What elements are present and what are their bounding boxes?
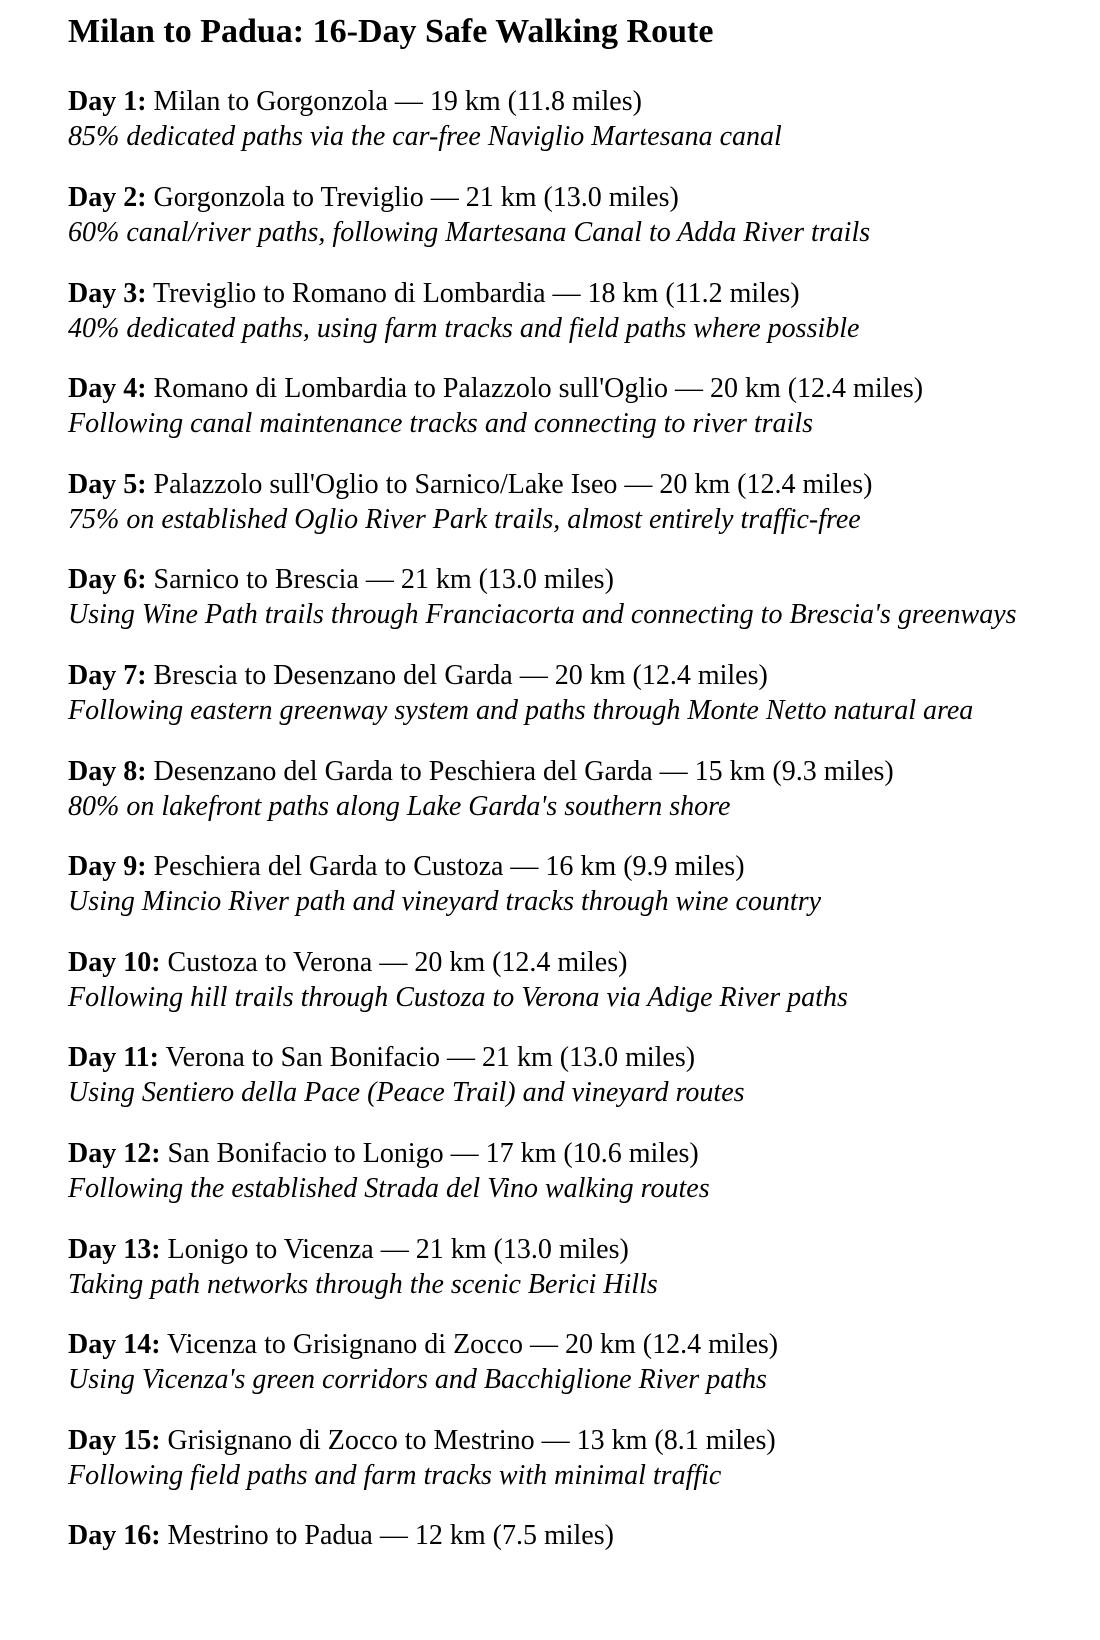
day-route: Vicenza to Grisignano di Zocco — 20 km (12.4 miles) xyxy=(167,1329,779,1360)
day-entry xyxy=(68,1423,1098,1493)
day-route: Gorgonzola to Treviglio — 21 km (13.0 miles) xyxy=(153,182,679,213)
day-label: Day 1: xyxy=(68,86,147,117)
day-entry xyxy=(68,658,1098,728)
day-entry xyxy=(68,1232,1098,1302)
day-entry xyxy=(68,84,1098,154)
day-route: Grisignano di Zocco to Mestrino — 13 km (8.1 miles) xyxy=(167,1425,776,1456)
day-description: 85% dedicated paths via the car-free Naviglio Martesana canal xyxy=(68,121,782,152)
day-description: Following eastern greenway system and paths through Monte Netto natural area xyxy=(68,695,974,726)
day-label: Day 9: xyxy=(68,851,147,882)
day-entry xyxy=(68,371,1098,441)
day-heading xyxy=(68,276,1098,312)
day-route: Romano di Lombardia to Palazzolo sull'Oglio — 20 km (12.4 miles) xyxy=(153,373,924,404)
day-label: Day 14: xyxy=(68,1329,161,1360)
day-description: Following hill trails through Custoza to Verona via Adige River paths xyxy=(68,982,848,1013)
day-heading xyxy=(68,562,1098,598)
day-label: Day 16: xyxy=(68,1520,161,1551)
day-description: Following canal maintenance tracks and connecting to river trails xyxy=(68,408,813,439)
day-route: Milan to Gorgonzola — 19 km (11.8 miles) xyxy=(153,86,642,117)
day-route: Custoza to Verona — 20 km (12.4 miles) xyxy=(167,947,628,978)
day-description: Following field paths and farm tracks with minimal traffic xyxy=(68,1460,722,1491)
day-label: Day 6: xyxy=(68,564,147,595)
day-route: Treviglio to Romano di Lombardia — 18 km (11.2 miles) xyxy=(153,278,800,309)
day-label: Day 10: xyxy=(68,947,161,978)
day-route: Verona to San Bonifacio — 21 km (13.0 miles) xyxy=(165,1042,696,1073)
day-label: Day 7: xyxy=(68,660,147,691)
day-route: Brescia to Desenzano del Garda — 20 km (12.4 miles) xyxy=(153,660,768,691)
day-heading xyxy=(68,945,1098,981)
day-entry xyxy=(68,180,1098,250)
day-description: Using Mincio River path and vineyard tracks through wine country xyxy=(68,886,822,917)
day-label: Day 3: xyxy=(68,278,147,309)
day-entry xyxy=(68,754,1098,824)
day-description: 80% on lakefront paths along Lake Garda's southern shore xyxy=(68,791,731,822)
day-heading xyxy=(68,371,1098,407)
day-entry xyxy=(68,1327,1098,1397)
day-description: Taking path networks through the scenic Berici Hills xyxy=(68,1269,658,1300)
day-label: Day 5: xyxy=(68,469,147,500)
page-title: Milan to Padua: 16-Day Safe Walking Route xyxy=(68,13,714,50)
day-description: Using Sentiero della Pace (Peace Trail) and vineyard routes xyxy=(68,1077,745,1108)
day-heading xyxy=(68,180,1098,216)
day-entry xyxy=(68,467,1098,537)
day-entry xyxy=(68,276,1098,346)
day-heading xyxy=(68,658,1098,694)
day-description: Using Wine Path trails through Franciacorta and connecting to Brescia's greenways xyxy=(68,599,1017,630)
day-description: 40% dedicated paths, using farm tracks and field paths where possible xyxy=(68,313,860,344)
day-route: Palazzolo sull'Oglio to Sarnico/Lake Iseo — 20 km (12.4 miles) xyxy=(153,469,873,500)
day-entry xyxy=(68,849,1098,919)
day-heading xyxy=(68,1423,1098,1459)
day-label: Day 12: xyxy=(68,1138,161,1169)
day-description: Using Vicenza's green corridors and Bacchiglione River paths xyxy=(68,1364,767,1395)
day-entry xyxy=(68,1518,1098,1554)
day-label: Day 8: xyxy=(68,756,147,787)
day-description: Following the established Strada del Vino walking routes xyxy=(68,1173,710,1204)
day-route: Lonigo to Vicenza — 21 km (13.0 miles) xyxy=(167,1234,629,1265)
day-entry xyxy=(68,562,1098,632)
day-heading xyxy=(68,754,1098,790)
day-heading xyxy=(68,1327,1098,1363)
day-route: Peschiera del Garda to Custoza — 16 km (9.9 miles) xyxy=(153,851,745,882)
day-heading xyxy=(68,1040,1098,1076)
day-description: 75% on established Oglio River Park trails, almost entirely traffic-free xyxy=(68,504,861,535)
day-description: 60% canal/river paths, following Martesana Canal to Adda River trails xyxy=(68,217,871,248)
day-heading xyxy=(68,849,1098,885)
day-route: Desenzano del Garda to Peschiera del Garda — 15 km (9.3 miles) xyxy=(153,756,894,787)
day-heading xyxy=(68,1518,1098,1554)
day-heading xyxy=(68,1232,1098,1268)
day-label: Day 2: xyxy=(68,182,147,213)
day-heading xyxy=(68,1136,1098,1172)
day-label: Day 15: xyxy=(68,1425,161,1456)
day-label: Day 4: xyxy=(68,373,147,404)
day-heading xyxy=(68,467,1098,503)
day-route: San Bonifacio to Lonigo — 17 km (10.6 miles) xyxy=(167,1138,699,1169)
day-route: Mestrino to Padua — 12 km (7.5 miles) xyxy=(167,1520,614,1551)
day-entry xyxy=(68,1136,1098,1206)
day-heading xyxy=(68,84,1098,120)
day-label: Day 11: xyxy=(68,1042,159,1073)
day-label: Day 13: xyxy=(68,1234,161,1265)
day-entry xyxy=(68,1040,1098,1110)
day-entry xyxy=(68,945,1098,1015)
day-route: Sarnico to Brescia — 21 km (13.0 miles) xyxy=(153,564,614,595)
